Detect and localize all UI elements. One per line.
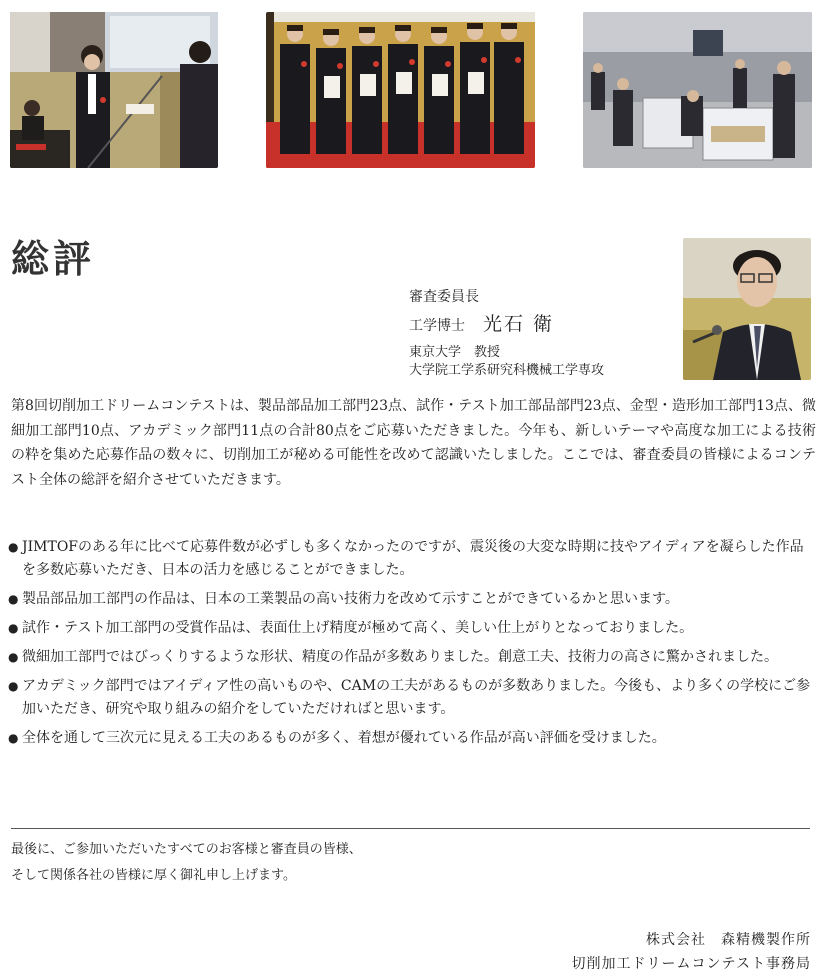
bullet-icon: ●	[8, 650, 19, 664]
list-item-text: 製品部品加工部門の作品は、日本の工業製品の高い技術力を改めて示すことができているかと思います。	[22, 591, 679, 607]
closing-line: そして関係各社の皆様に厚く御礼申し上げます。	[11, 868, 296, 883]
chair-affiliation-line: 東京大学 教授	[409, 345, 501, 360]
closing-line: 最後に、ご参加いただいたすべてのお客様と審査員の皆様、	[11, 842, 362, 857]
signature-office: 切削加工ドリームコンテスト事務局	[571, 956, 811, 972]
winners-group-photo	[266, 12, 535, 168]
chair-degree: 工学博士	[409, 318, 465, 334]
page-title: 総評	[11, 236, 96, 281]
chair-affiliation	[409, 344, 604, 380]
closing-message	[11, 837, 362, 889]
award-presentation-photo	[10, 12, 218, 168]
review-points-list	[8, 536, 816, 756]
list-item-text: 微細加工部門ではびっくりするような形状、精度の作品が多数ありました。創意工夫、技術力の高さに驚かされました。	[22, 649, 778, 665]
chair-affiliation-line: 大学院工学系研究科機械工学専攻	[409, 363, 605, 378]
list-item-text: 試作・テスト加工部門の受賞作品は、表面仕上げ精度が極めて高く、美しい仕上がりとなっておりました。	[22, 620, 694, 636]
list-item	[8, 617, 816, 640]
bullet-icon: ●	[8, 592, 19, 606]
chair-degree-line	[409, 314, 604, 336]
bullet-icon: ●	[8, 731, 19, 745]
intro-paragraph: 第8回切削加工ドリームコンテストは、製品部品加工部門23点、試作・テスト加工部品部門23点、金型・造形加工部門13点、微細加工部門10点、アカデミック部門11点の合計80点をご応募いただきました。今年も、新しいテーマや高度な加工による技術の粋を集めた応募作品の数々に、切削加工が秘める可能性を改めて認識いたしました。ここでは、審査委員の皆様によるコンテスト全体の総評を紹介させていただきます。	[11, 398, 816, 488]
signature-company: 株式会社 森精機製作所	[646, 932, 811, 948]
chairperson-block	[409, 287, 604, 380]
list-item-text: JIMTOFのある年に比べて応募件数が必ずしも多くなかったのですが、震災後の大変な時期に技やアイディアを凝らした作品を多数応募いただき、日本の活力を感じることができました。	[22, 539, 804, 578]
list-item	[8, 727, 816, 750]
list-item-text: アカデミック部門ではアイディア性の高いものや、CAMの工夫があるものが多数ありました。今後も、より多くの学校にご参加いただき、研究や取り組みの紹介をしていただければと思います。	[22, 678, 811, 717]
list-item	[8, 536, 816, 582]
chairperson-portrait-photo	[683, 238, 811, 380]
list-item-text: 全体を通して三次元に見える工夫のあるものが多く、着想が優れている作品が高い評価を受けました。	[22, 730, 666, 746]
bullet-icon: ●	[8, 679, 19, 693]
exhibition-hall-photo	[583, 12, 812, 168]
chair-name: 光石 衛	[483, 313, 555, 335]
section-divider	[11, 828, 810, 829]
chair-title: 審査委員長	[409, 289, 479, 305]
bullet-icon: ●	[8, 621, 19, 635]
bullet-icon: ●	[8, 540, 19, 554]
list-item	[8, 588, 816, 611]
signature-block	[572, 928, 811, 976]
list-item	[8, 646, 816, 669]
list-item	[8, 675, 816, 721]
